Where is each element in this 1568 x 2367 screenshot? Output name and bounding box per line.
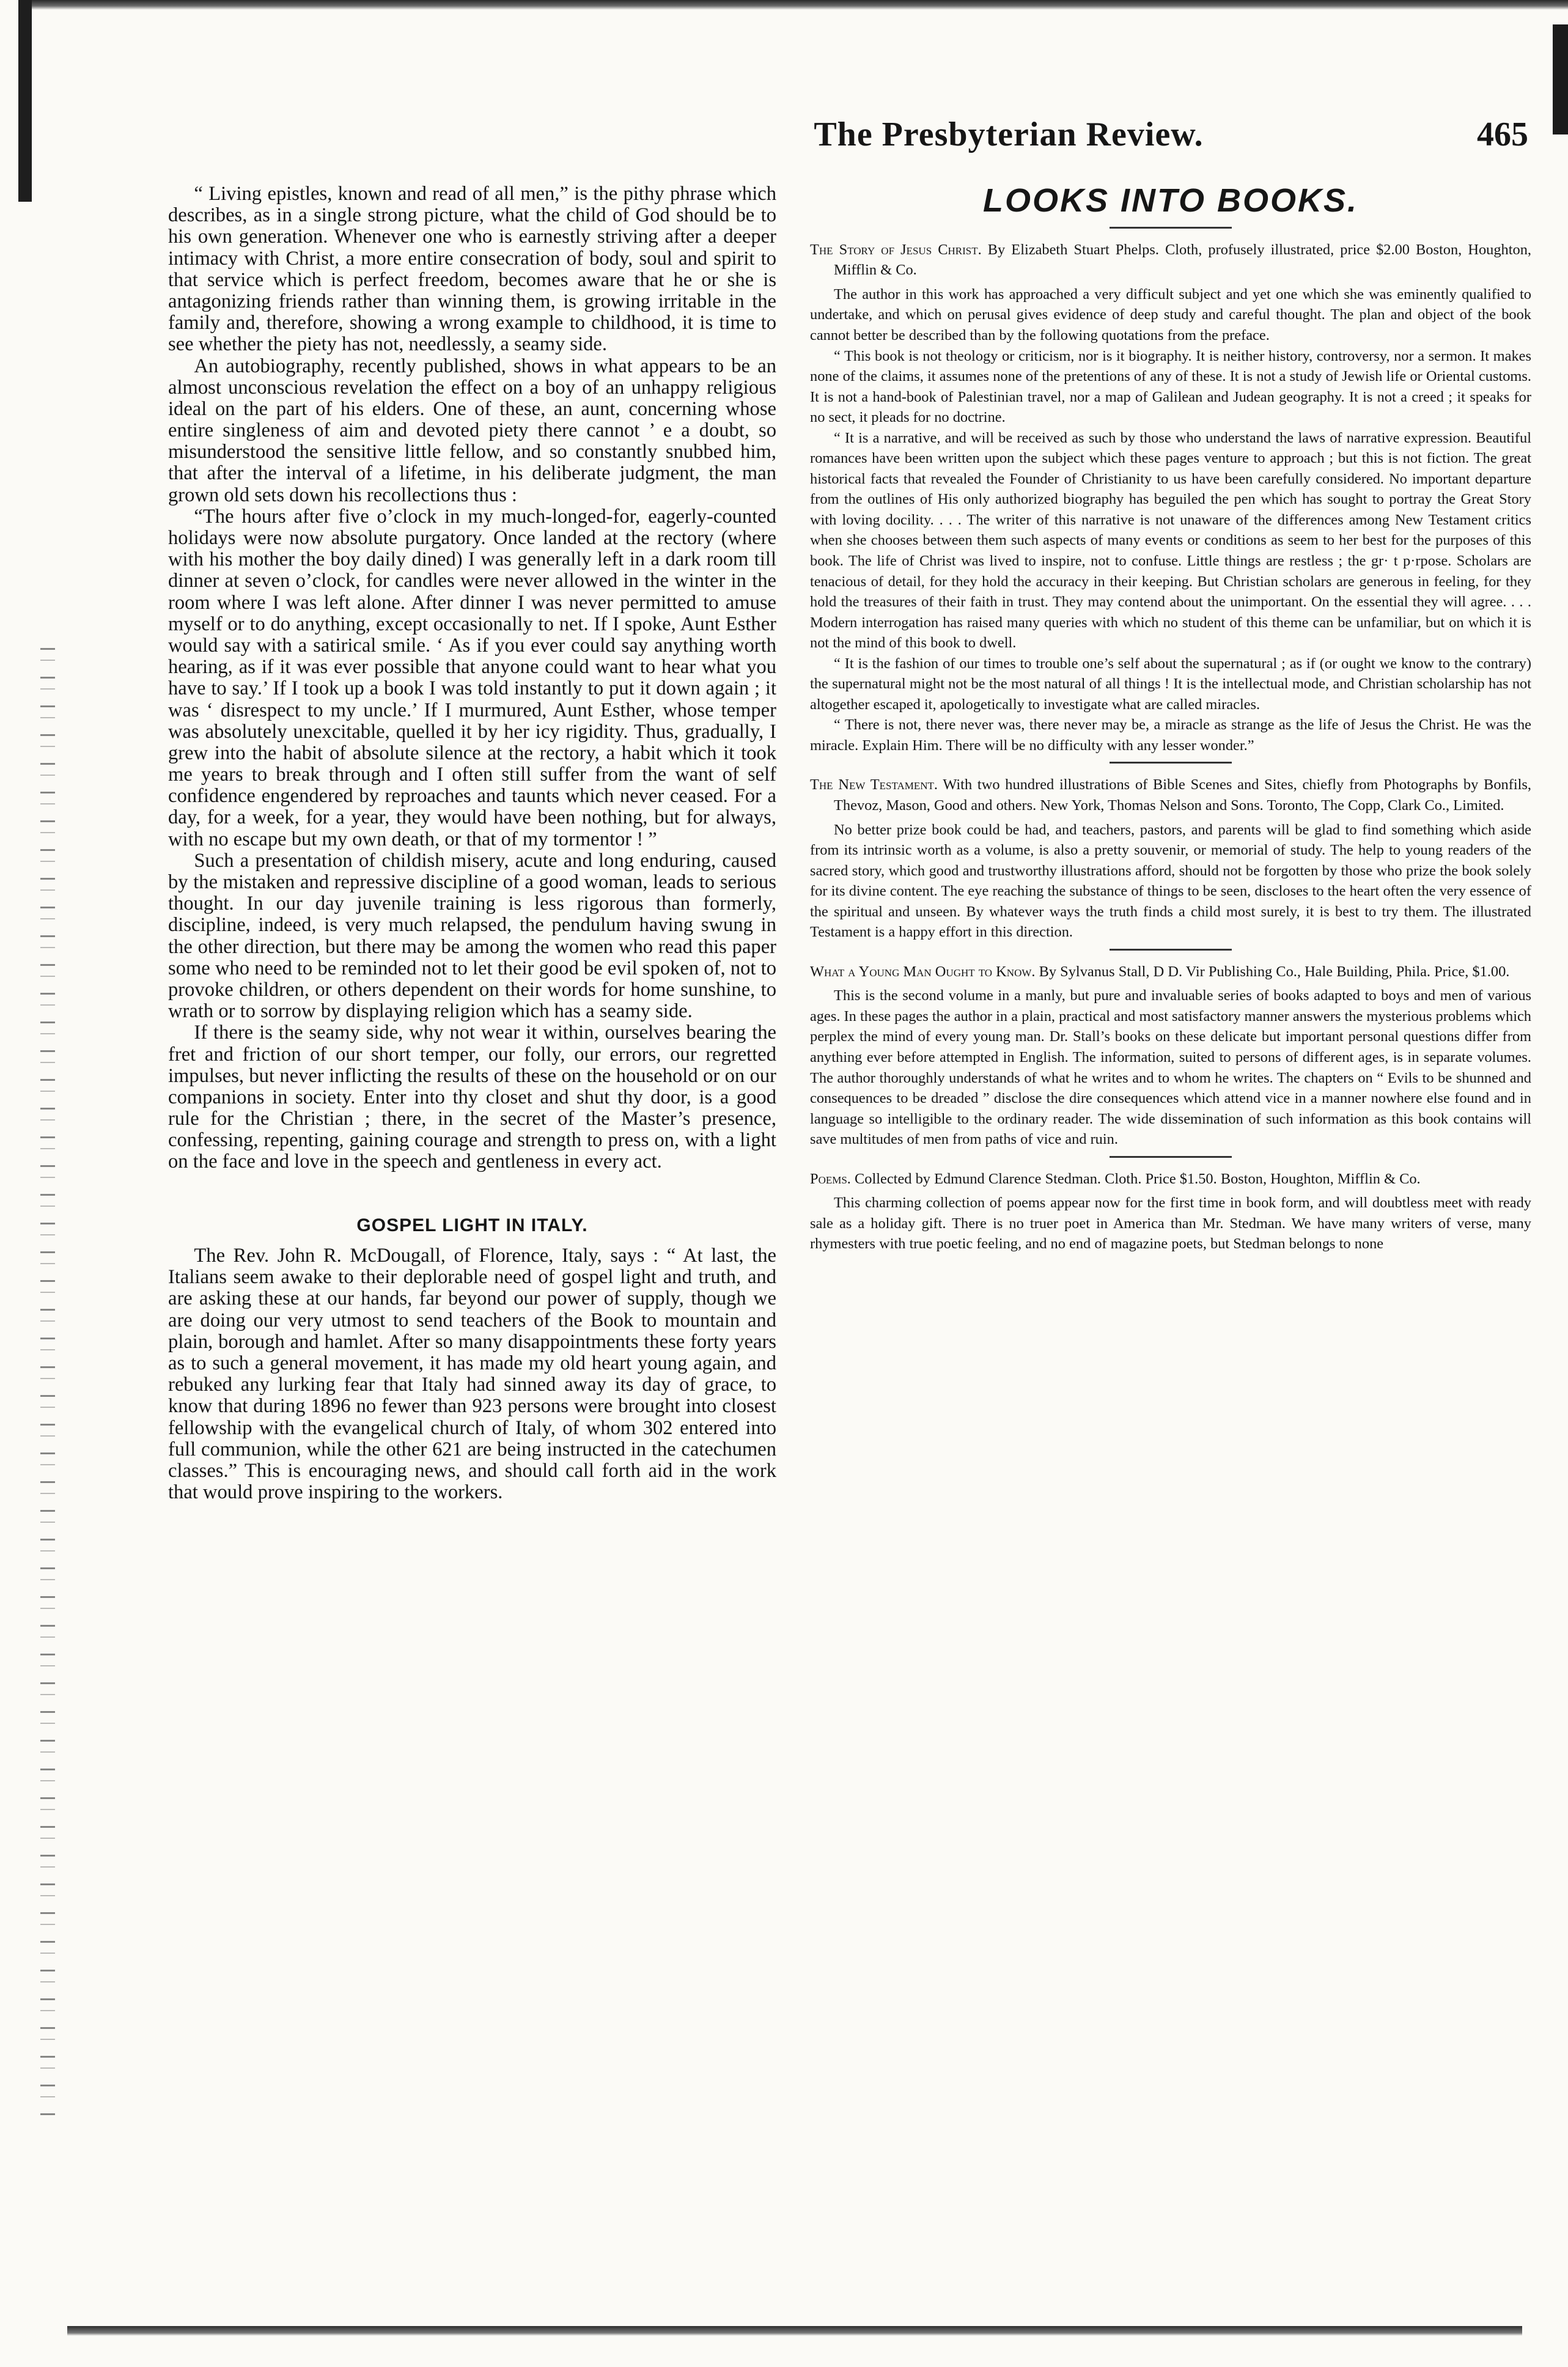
review-body [810,820,1531,943]
review-heading [810,775,1531,815]
page-number: 465 [1477,116,1528,153]
review-entry [810,1169,1531,1254]
book-title: The Story of Jesus Christ. [810,241,982,258]
review-divider [1110,949,1232,951]
scan-bottom-rule [67,2326,1522,2336]
review-paragraph: “ There is not, there never was, there never may be, a miracle as strange as the life of Jesus the Christ. He was the miracle. Explain Him. There will be no difficulty with any lesser wonder.” [810,716,1531,754]
book-details: Collected by Edmund Clarence Stedman. Cloth. Price $1.50. Boston, Houghton, Mifflin & Co. [855,1170,1421,1187]
review-paragraph: “ It is the fashion of our times to trouble one’s self about the supernatural ; as if (or ought we know to the contrary) the supernatural might not be the most natural of all things ! It is the intellectual mode, and Christian scholarship has not altogether escaped it, apologetically to investigate what are called miracles. [810,655,1531,713]
review-heading [810,240,1531,281]
paragraph: Such a presentation of childish misery, acute and long enduring, caused by the mistaken and repressive discipline of a good woman, leads to serious thought. In our day juvenile training is less rigorous than formerly, discipline, indeed, is very much relapsed, the pendulum having swung in the other direction, but there may be among the women who read this paper some who need to be reminded not to let their good be evil spoken of, not to provoke children, or others dependent on their words for home sunshine, to wrath or to sorrow by displaying religion which has a seamy side. [168,849,776,1023]
review-paragraph: This is the second volume in a manly, but pure and invaluable series of books adapted to boys and men of various ages. In these pages the author in a plain, practical and most satisfactory manner answers the mysterious problems which perplex the mind of every young man. Dr. Stall’s books on these delicate but important personal questions differ from anything ever before attempted in English. The information, suited to persons of different ages, is in separate volumes. The author thoroughly understands of what he writes and to whom he writes. The chapters on “ Evils to be shunned and consequences to be dreaded ” disclose the dire consequences which attend vice in a manner nowhere else found and in language so intelligible to the ordinary reader. The wide dissemination of such information as this book contains will save multitudes of men from paths of vice and ruin. [810,987,1531,1148]
scan-top-edge [18,0,1568,10]
paragraph: An autobiography, recently published, shows in what appears to be an almost unconscious revelation the effect on a boy of an unhappy religious ideal on the part of his elders. One of these, an aunt, concerning whose entire singleness of aim and devoted piety there cannot ’ e a doubt, so misunderstood the sensitive little fellow, and so constantly snubbed him, that after the interval of a lifetime, in his deliberate judgment, the man grown old sets down his recollections thus : [168,355,776,506]
book-title: Poems. [810,1170,851,1187]
review-entry [810,775,1531,942]
book-details: With two hundred illustrations of Bible Scenes and Sites, chiefly from Photographs by Bonfils, Thevoz, Mason, Good and others. New York, Thomas Nelson and Sons. Toronto, The Copp, Clark Co., Limited. [834,776,1531,814]
left-column [168,183,776,1503]
review-body [810,284,1531,756]
book-details: By Sylvanus Stall, D D. Vir Publishing Co., Hale Building, Phila. Price, $1.00. [1039,963,1510,980]
book-title: What a Young Man Ought to Know. [810,963,1036,980]
paragraph: If there is the seamy side, why not wear it within, ourselves bearing the fret and friction of our short temper, our folly, our errors, our regretted impulses, but never inflicting the results of these on the household or on our companions in society. Enter into thy closet and shut thy door, is a good rule for the Christian ; there, in the secret of the Master’s presence, confessing, repenting, gaining courage and strength to press on, with a light on the face and love in the speech and gentleness in every act. [168,1022,776,1173]
review-body [810,985,1531,1149]
review-body [810,1193,1531,1254]
review-paragraph: “ This book is not theology or criticism, nor is it biography. It is neither history, controversy, nor a sermon. It makes none of the claims, it assumes none of the pretentions of any of these. It is not a study of Jewish life or Oriental customs. It is not a hand-book of Palestinian travel, nor a map of Galilean and Judean geography. It is not a creed ; it speaks for no sect, it pleads for no doctrine. [810,347,1531,426]
review-paragraph: This charming collection of poems appear now for the first time in book form, and will doubtless meet with ready sale as a holiday gift. There is no truer poet in America than Mr. Stedman. We have many writers of verse, many rhymesters with true poetic feeling, and no end of magazine poets, but Stedman belongs to none [810,1195,1531,1253]
review-entry [810,240,1531,756]
review-paragraph: The author in this work has approached a very difficult subject and yet one which she was eminently qualified to undertake, and which on perusal gives evidence of deep study and careful thought. The plan and object of the book cannot better be described than by the following quotations from the preface. [810,285,1531,344]
paragraph: The Rev. John R. McDougall, of Florence, Italy, says : “ At last, the Italians seem awake to their deplorable need of gospel light and truth, and are asking these at our hands, far beyond our power of supply, though we are doing our very utmost to send teachers of the Book to mountain and plain, borough and hamlet. After so many disappointments these forty years as to such a general movement, it has made my old heart young again, and rebuked any lurking fear that Italy had sinned away its day of grace, to know that during 1896 no fewer than 923 persons were brought into closest fellowship with the evangelical church of Italy, of whom 302 entered into full communion, while the other 621 are being instructed in the catechumen classes.” This is encouraging news, and should call forth aid in the work that would prove inspiring to the workers. [168,1245,776,1504]
paragraph: “ Living epistles, known and read of all men,” is the pithy phrase which describes, as in a single strong picture, what the child of God should be to his own generation. Whenever one who is earnestly striving after a deeper intimacy with Christ, a more entire consecration of body, soul and spirit to that service which is perfect freedom, becomes aware that he or she is antagonizing friends rather than winning them, is growing irritable in the family and, therefore, showing a wrong example to childhood, it is time to see whether the piety has not, needlessly, a seamy side. [168,183,776,356]
book-details: By Elizabeth Stuart Phelps. Cloth, profusely illustrated, price $2.00 Boston, Houghton, Mifflin & Co. [834,241,1531,279]
running-head: The Presbyterian Review. [814,116,1204,153]
right-column [810,181,1531,1254]
review-divider [1110,762,1232,764]
title-rule [1110,227,1232,229]
review-heading [810,962,1531,982]
book-title: The New Testament. [810,776,938,793]
review-divider [1110,1156,1232,1158]
scan-margin-noise [40,648,55,2115]
scan-right-edge [1553,24,1568,134]
review-entry [810,962,1531,1150]
scan-left-edge [18,0,32,202]
column-title: LOOKS INTO BOOKS. [982,182,1359,219]
review-paragraph: “ It is a narrative, and will be received as such by those who understand the laws of narrative expression. Beautiful romances have been written upon the subject which these pages venture to approach ; but this is not fiction. The great historical facts that revealed the Founder of Christianity to us have been carefully considered. No important departure from the outlines of His only authorized biography has beguiled the pen which has sought to portray the Great Story with loving docility. . . . The writer of this narrative is not unaware of the differences among New Testament critics when she chooses between them such aspects of many events or conditions as seem to her best for the purposes of this book. The life of Christ was lived to inspire, not to confuse. Little things are restless ; the gr· t p·rpose. Scholars are tenacious of detail, for they hold the accuracy in their keeping. But Christian scholars are generous in feeling, for they hold the treasures of their faith in trust. They may contend about the unimportant. On the essential they will agree. . . . Modern interrogation has raised many queries with which no student of this theme can be unfamiliar, but on which it is not the mind of this book to dwell. [810,429,1531,652]
quotation-paragraph: “The hours after five o’clock in my much-longed-for, eagerly-counted holidays were now absolute purgatory. Once landed at the rectory (where with his mother the boy daily dined) I was generally left in a dark room till dinner at seven o’clock, for candles were never allowed in the winter in the room where I was left alone. After dinner I was never permitted to amuse myself or to do anything, except occasionally to net. If I spoke, Aunt Esther would say with a satirical smile. ‘ As if you ever could say anything worth hearing, as if it was ever possible that anyone could want to hear what you have to say.’ If I took up a book I was told instantly to put it down again ; it was ‘ disrespect to my uncle.’ If I murmured, Aunt Esther, whose temper was absolutely unexcitable, quelled it by her icy rigidity. Thus, gradually, I grew into the habit of absolute silence at the rectory, a habit which it took me years to break through and I often still suffer from the want of self confidence engendered by reproaches and taunts which never ceased. For a day, for a week, for a year, they would have been nothing, but for always, with no escape but my own death, or that of my tormentor ! ” [168,505,776,850]
section-heading: GOSPEL LIGHT IN ITALY. [356,1215,588,1235]
review-heading [810,1169,1531,1190]
review-paragraph: No better prize book could be had, and teachers, pastors, and parents will be glad to find something which aside from its intrinsic worth as a volume, is also a pretty souvenir, or memorial of study. The help to young readers of the sacred story, which good and trustworthy illustrations afford, should not be forgotten by those who prize the book solely for its divine content. The eye reaching the substance of things to be seen, discloses to the heart often the very essence of the spiritual and unseen. By whatever ways the truth finds a child most surely, it is best to try them. The illustrated Testament is a happy effort in this direction. [810,821,1531,941]
